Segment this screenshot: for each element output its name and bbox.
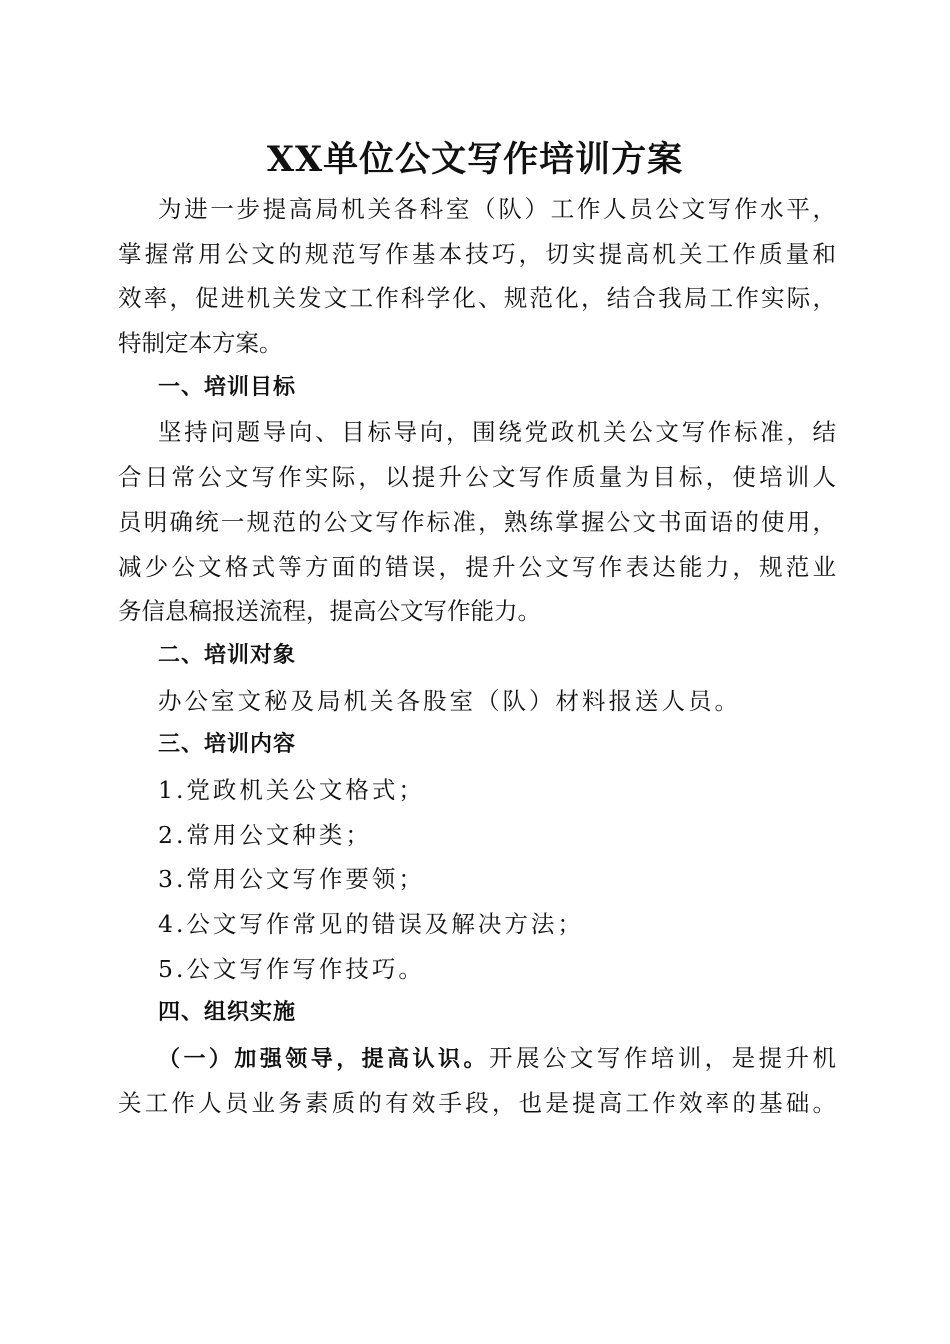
section2-line: 办公室文秘及局机关各股室（队）材料报送人员。 (158, 686, 741, 715)
section1-line: 务信息稿报送流程，提高公文写作能力。 (118, 597, 541, 626)
section1-line: 坚持问题导向、目标导向，围绕党政机关公文写作标准，结 (158, 418, 836, 447)
intro-line: 掌握常用公文的规范写作基本技巧，切实提高机关工作质量和 (118, 239, 836, 268)
section-heading-implementation: 四、组织实施 (158, 1000, 297, 1026)
section-heading-content: 三、培训内容 (158, 732, 297, 758)
section4-line (118, 1036, 836, 1081)
intro-line: 效率，促进机关发文工作科学化、规范化，结合我局工作实际， (118, 284, 836, 313)
document-body (118, 187, 836, 1125)
subsection-text: 开展公文写作培训，是提升机 (488, 1044, 836, 1073)
content-list-item: 2.常用公文种类； (158, 820, 372, 849)
content-list-item: 1.党政机关公文格式； (158, 775, 425, 804)
subsection-heading: （一）加强领导，提高认识。 (158, 1047, 489, 1073)
section1-line: 合日常公文写作实际，以提升公文写作质量为目标，使培训人 (118, 463, 836, 492)
section1-line: 员明确统一规范的公文写作标准，熟练掌握公文书面语的使用， (118, 507, 836, 536)
document-title: XX单位公文写作培训方案 (266, 139, 684, 180)
section1-line: 减少公文格式等方面的错误，提升公文写作表达能力，规范业 (118, 552, 836, 581)
intro-line: 为进一步提高局机关各科室（队）工作人员公文写作水平， (158, 195, 836, 223)
content-list-item: 5.公文写作写作技巧。 (158, 954, 425, 983)
intro-line: 特制定本方案。 (118, 329, 283, 358)
content-list-item: 4.公文写作常见的错误及解决方法； (158, 910, 584, 938)
section-heading-goals: 一、培训目标 (158, 374, 297, 400)
section4-line: 关工作人员业务素质的有效手段，也是提高工作效率的基础。 (118, 1088, 836, 1117)
section-heading-audience: 二、培训对象 (158, 642, 297, 668)
content-list-item: 3.常用公文写作要领； (158, 865, 425, 894)
